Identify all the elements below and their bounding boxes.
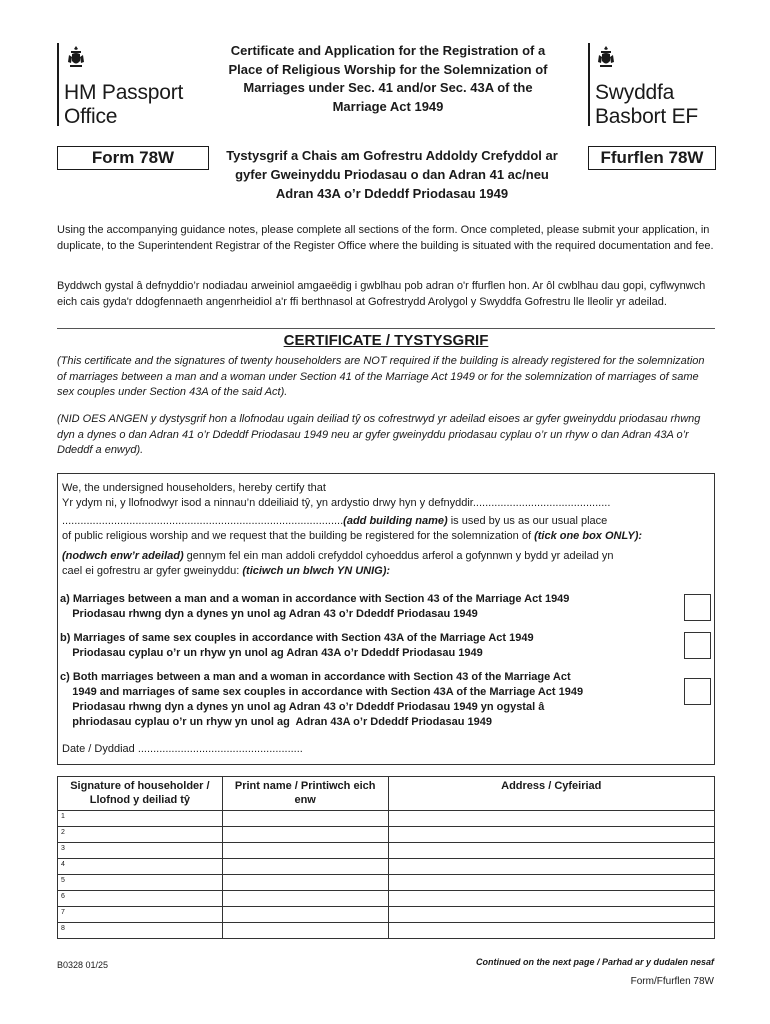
royal-crest-icon xyxy=(596,45,616,69)
option-b xyxy=(60,631,680,661)
signature-cell[interactable]: 4 xyxy=(58,859,223,875)
certificate-note-english: (This certificate and the signatures of twenty householders are NOT required if the building is already registered for the solemnization of marriages between a man and a woman under Section 41 of the Marriage Act 1949 or for the solemnization of marriages of same sex couples under Section 43A of the said Act). xyxy=(57,355,705,398)
table-row xyxy=(58,907,715,923)
title-english: Certificate and Application for the Registration of a Place of Religious Worship for the Solemnization of Marriages under Sec. 41 and/or Sec. 43A of the Marriage Act 1949 xyxy=(228,43,548,114)
print-name-cell[interactable] xyxy=(222,907,388,923)
householder-signature-table xyxy=(57,776,715,939)
intro-welsh: Byddwch gystal â defnyddio’r nodiadau arweiniol amgaeëdig i gwblhau pob adran o'r ffurflen hon. Ar ôl cwblhau dau gopi, cyflwynwch eich cais gyda'r ddogfennaeth angenrheidiol a'r ffi berthnasol at Gofrestrydd Arolygol y Swyddfa Gofrestru lle lleolir yr adeilad. xyxy=(57,280,706,308)
print-name-cell[interactable] xyxy=(222,811,388,827)
welsh-tick-one-box-label: (ticiwch un blwch YN UNIG): xyxy=(242,565,391,577)
brand-line-1: HM Passport xyxy=(64,81,184,104)
option-a-line: a) Marriages between a man and a woman in accordance with Section 43 of the Marriage Act 1949 xyxy=(60,593,570,605)
option-c-checkbox[interactable] xyxy=(684,678,711,705)
address-cell[interactable] xyxy=(388,859,714,875)
address-column-header: Address / Cyfeiriad xyxy=(388,777,714,811)
address-cell[interactable] xyxy=(388,843,714,859)
certify-line-cy[interactable] xyxy=(62,496,610,511)
print-name-cell[interactable] xyxy=(222,875,388,891)
form-number-cy: Ffurflen 78W xyxy=(588,146,716,170)
usual-place-text: is used by us as our usual place xyxy=(447,515,608,527)
print-name-column-header: Print name / Printiwch eich enw xyxy=(222,777,388,811)
signature-cell[interactable]: 1 xyxy=(58,811,223,827)
table-row xyxy=(58,875,715,891)
print-name-cell[interactable] xyxy=(222,827,388,843)
welsh-request-line xyxy=(62,549,614,564)
tick-one-box-label: (tick one box ONLY): xyxy=(534,530,643,542)
signature-cell[interactable]: 5 xyxy=(58,875,223,891)
address-cell[interactable] xyxy=(388,891,714,907)
add-building-name-label: (add building name) xyxy=(343,515,448,527)
brand-line-2: Office xyxy=(64,105,118,128)
address-cell[interactable] xyxy=(388,907,714,923)
option-a-line: Priodasau rhwng dyn a dynes yn unol ag Adran 43 o’r Ddeddf Priodasau 1949 xyxy=(60,608,478,620)
certificate-title: CERTIFICATE / TYSTYSGRIF xyxy=(283,332,489,349)
certify-line-en: We, the undersigned householders, hereby certify that xyxy=(62,482,326,494)
welsh-register-text: cael ei gofrestru ar gyfer gweinyddu: xyxy=(62,565,243,577)
signature-cell[interactable]: 6 xyxy=(58,891,223,907)
option-a-checkbox[interactable] xyxy=(684,594,711,621)
form-reference: Form/Ffurflen 78W xyxy=(630,976,714,987)
title-welsh: Tystysgrif a Chais am Gofrestru Addoldy Crefyddol ar gyfer Gweinyddu Priodasau o dan Adran 41 ac/neu Adran 43A o’r Ddeddf Priodasau 1949 xyxy=(226,148,558,201)
certify-line-cy-text: Yr ydym ni, y llofnodwyr isod a ninnau’n ddeiliaid tŷ, yn ardystio drwy hyn y defnyddir............................................. xyxy=(62,497,611,509)
signature-column-header: Signature of householder / Llofnod y deiliad tŷ xyxy=(58,777,223,811)
royal-crest-icon xyxy=(66,45,86,69)
option-c-line: c) Both marriages between a man and a woman in accordance with Section 43 of the Marriage Act xyxy=(60,671,571,683)
table-row xyxy=(58,891,715,907)
brand-line-2: Basbort EF xyxy=(595,105,699,128)
building-name-field[interactable]: ............................................................................................ xyxy=(62,515,344,527)
welsh-request-text: gennym fel ein man addoli crefyddol cyhoeddus arferol a gofynnwn y bydd yr adeilad yn xyxy=(183,550,614,562)
option-c-line: phriodasau cyplau o’r un rhyw yn unol ag Adran 43A o’r Ddeddf Priodasau 1949 xyxy=(60,716,492,728)
certificate-note-welsh: (NID OES ANGEN y dystysgrif hon a llofnodau ugain deiliad tŷ os cofrestrwyd yr adeilad eisoes ar gyfer gweinyddu priodasau rhwng dyn a dynes o dan Adran 41 o’r Ddeddf Priodasau 1949 neu ar gyfer gweinyddu priodasau cyplau o’r un rhyw o dan Adran 43A o’r Ddeddf a enwyd). xyxy=(57,413,701,456)
option-a xyxy=(60,592,680,622)
signature-cell[interactable]: 3 xyxy=(58,843,223,859)
continued-note: Continued on the next page / Parhad ar y dudalen nesaf xyxy=(475,957,714,967)
request-text: of public religious worship and we request that the building be registered for the solemnization of xyxy=(62,530,535,542)
option-b-line: b) Marriages of same sex couples in accordance with Section 43A of the Marriage Act 1949 xyxy=(60,632,534,644)
table-row xyxy=(58,923,715,939)
welsh-building-name-label: (nodwch enw’r adeilad) xyxy=(62,550,184,562)
signature-cell[interactable]: 2 xyxy=(58,827,223,843)
option-b-checkbox[interactable] xyxy=(684,632,711,659)
signature-cell[interactable]: 7 xyxy=(58,907,223,923)
print-name-cell[interactable] xyxy=(222,843,388,859)
table-row xyxy=(58,811,715,827)
table-row xyxy=(58,859,715,875)
date-field[interactable]: Date / Dyddiad ...................................................... xyxy=(62,743,303,755)
signature-cell[interactable]: 8 xyxy=(58,923,223,939)
option-c-line: 1949 and marriages of same sex couples in accordance with Section 43A of the Marriage Act 1949 xyxy=(60,686,584,698)
print-name-cell[interactable] xyxy=(222,923,388,939)
building-name-line[interactable] xyxy=(62,514,607,529)
table-row xyxy=(58,843,715,859)
print-name-cell[interactable] xyxy=(222,859,388,875)
print-name-cell[interactable] xyxy=(222,891,388,907)
address-cell[interactable] xyxy=(388,875,714,891)
form-code: B0328 01/25 xyxy=(57,960,109,970)
table-row xyxy=(58,827,715,843)
divider xyxy=(57,328,715,329)
option-b-line: Priodasau cyplau o’r un rhyw yn unol ag Adran 43A o’r Ddeddf Priodasau 1949 xyxy=(60,647,483,659)
address-cell[interactable] xyxy=(388,923,714,939)
welsh-register-line xyxy=(62,564,390,579)
option-c-line: Priodasau rhwng dyn a dynes yn unol ag Adran 43 o’r Ddeddf Priodasau 1949 yn ogystal â xyxy=(60,701,545,713)
form-number-en: Form 78W xyxy=(57,146,209,170)
address-cell[interactable] xyxy=(388,827,714,843)
address-cell[interactable] xyxy=(388,811,714,827)
request-line xyxy=(62,529,642,544)
option-c xyxy=(60,670,680,730)
certificate-box xyxy=(57,473,715,765)
intro-english: Using the accompanying guidance notes, please complete all sections of the form. Once completed, please submit your application, in duplicate, to the Superintendent Registrar of the Register Office where the building is situated with the required documentation and fee. xyxy=(57,224,714,252)
brand-line-1: Swyddfa xyxy=(595,81,675,104)
